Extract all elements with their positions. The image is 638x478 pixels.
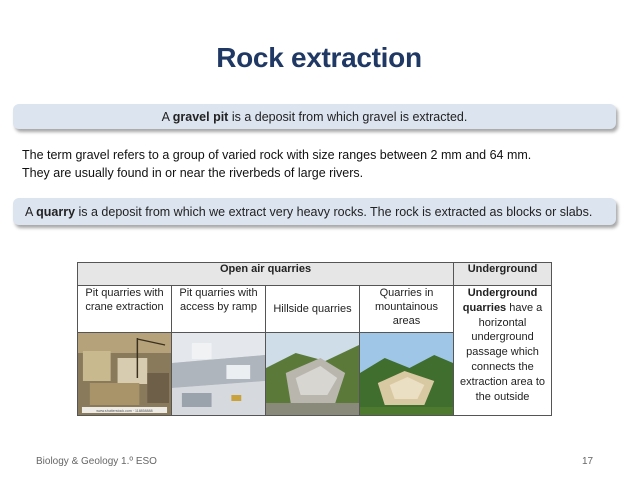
footer-course: Biology & Geology 1.º ESO xyxy=(36,456,157,467)
quarry-definition xyxy=(13,198,616,225)
type-mountainous: Quarries in mountainous areas xyxy=(360,286,454,333)
type-pit-crane: Pit quarries with crane extraction xyxy=(78,286,172,333)
pit-ramp-quarry-photo xyxy=(172,333,265,415)
gravel-paragraph: The term gravel refers to a group of varied rock with size ranges between 2 mm and 64 mm. They are usually found in or near the riverbeds of large rivers. xyxy=(22,148,532,180)
pit-crane-quarry-photo xyxy=(78,333,171,415)
photo-hillside-cell xyxy=(266,333,360,416)
underground-term: Underground quarries xyxy=(462,287,538,314)
underground-description xyxy=(454,286,552,416)
photo-credit: www.shutterstock.com · 118858888 xyxy=(96,408,153,414)
photo-mountainous-cell xyxy=(360,333,454,416)
slide-title: Rock extraction xyxy=(216,42,422,73)
footer-page-number: 17 xyxy=(582,456,594,467)
quarry-post: is a deposit from which we extract very heavy rocks. The rock is extracted as blocks or slabs. xyxy=(75,204,593,219)
gravel-post: is a deposit from which gravel is extracted. xyxy=(228,109,468,124)
photo-pit-crane-cell xyxy=(78,333,172,416)
gravel-pit-definition xyxy=(13,104,616,129)
header-underground: Underground xyxy=(454,263,552,286)
quarry-pre: A xyxy=(25,204,37,219)
quarry-term: quarry xyxy=(36,204,76,219)
gravel-term: gravel pit xyxy=(172,109,229,124)
gravel-pre: A xyxy=(161,109,173,124)
hillside-quarry-photo xyxy=(266,333,359,415)
photo-pit-ramp-cell xyxy=(172,333,266,416)
header-open-air: Open air quarries xyxy=(78,263,454,286)
quarry-types-table xyxy=(77,262,552,416)
type-hillside: Hillside quarries xyxy=(266,286,360,333)
underground-rest: have a horizontal underground passage which connects the extraction area to the outside xyxy=(460,301,546,403)
mountain-quarry-photo xyxy=(360,333,453,415)
type-pit-ramp: Pit quarries with access by ramp xyxy=(172,286,266,333)
